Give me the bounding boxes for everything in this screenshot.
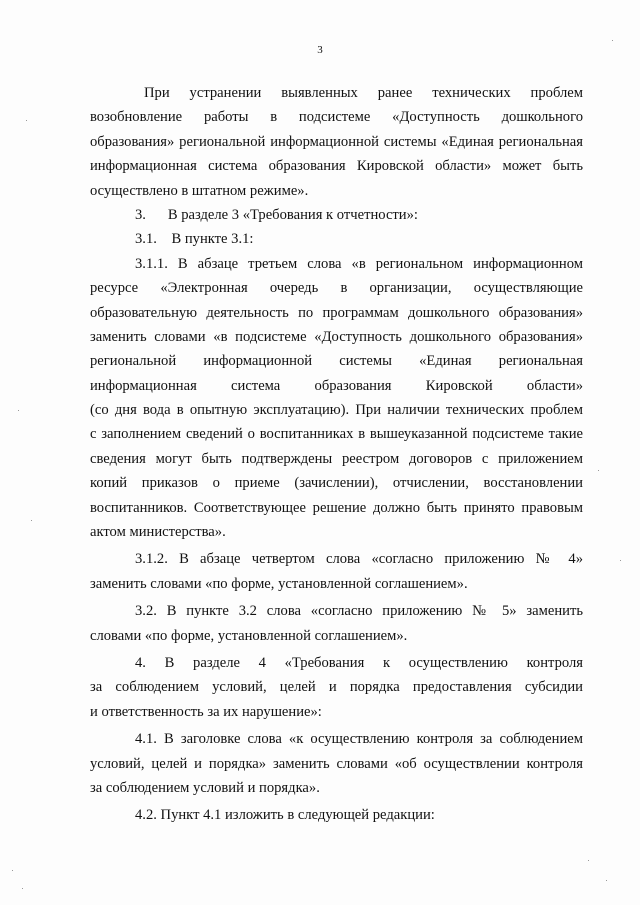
paragraph-line: ресурсе «Электронная очередь в организации, осуществляющие	[90, 280, 583, 297]
paragraph-line: При устранении выявленных ранее технических проблем	[144, 85, 583, 101]
paragraph-line: и ответственность за их нарушение»:	[90, 703, 322, 720]
paragraph-line: 3.2. В пункте 3.2 слова «согласно приложению № 5» заменить	[135, 603, 583, 620]
paragraph-line: 4.1. В заголовке слова «к осуществлению контроля за соблюдением	[135, 731, 583, 748]
paragraph-line: воспитанников. Соответствующее решение должно быть принято правовым	[90, 499, 583, 516]
paragraph-line: условий, целей и порядка» заменить словами «об осуществлении контроля	[90, 755, 583, 772]
paragraph-line: 3.1.2. В абзаце четвертом слова «согласно приложению № 4»	[135, 551, 583, 568]
paragraph-line: информационная система образования Кировской области»	[90, 377, 583, 394]
paragraph-line: заменить словами «в подсистеме «Доступность дошкольного образования»	[90, 328, 583, 345]
paragraph-line: сведения могут быть подтверждены реестром договоров с приложением	[90, 450, 583, 467]
paragraph-line: копий приказов о приеме (зачислении), отчислении, восстановлении	[90, 475, 583, 492]
document-body	[90, 81, 583, 828]
section-heading-line: 3.1. В пункте 3.1:	[135, 231, 254, 248]
paragraph-line: образования» региональной информационной системы «Единая региональная	[90, 133, 583, 150]
paragraph-line: осуществлено в штатном режиме».	[90, 182, 309, 199]
paragraph-line: возобновление работы в подсистеме «Доступность дошкольного	[90, 109, 583, 126]
paragraph-line: за соблюдением условий, целей и порядка предоставления субсидии	[90, 679, 583, 696]
paragraph-line: региональной информационной системы «Единая региональная	[90, 353, 583, 370]
page-number: 3	[317, 44, 323, 56]
paragraph-line: с заполнением сведений о воспитанниках в вышеуказанной подсистеме такие	[90, 426, 583, 443]
section-heading-line: 3. В разделе 3 «Требования к отчетности»:	[135, 206, 418, 223]
paragraph-line: словами «по форме, установленной соглашением».	[90, 627, 408, 644]
paragraph-line: 4. В разделе 4 «Требования к осуществлению контроля	[135, 654, 583, 671]
paragraph-line: заменить словами «по форме, установленной соглашением».	[90, 575, 468, 592]
paragraph-line: образовательную деятельность по программам дошкольного образования»	[90, 304, 583, 321]
paragraph-line: (со дня вода в опытную эксплуатацию). При наличии технических проблем	[90, 402, 583, 419]
paragraph-line: 4.2. Пункт 4.1 изложить в следующей редакции:	[135, 807, 435, 824]
paragraph-line: информационная система образования Кировской области» может быть	[90, 158, 583, 175]
paragraph-line: 3.1.1. В абзаце третьем слова «в региональном информационном	[135, 255, 583, 272]
paragraph-line: за соблюдением условий и порядка».	[90, 779, 320, 796]
paragraph-line: актом министерства».	[90, 524, 226, 541]
